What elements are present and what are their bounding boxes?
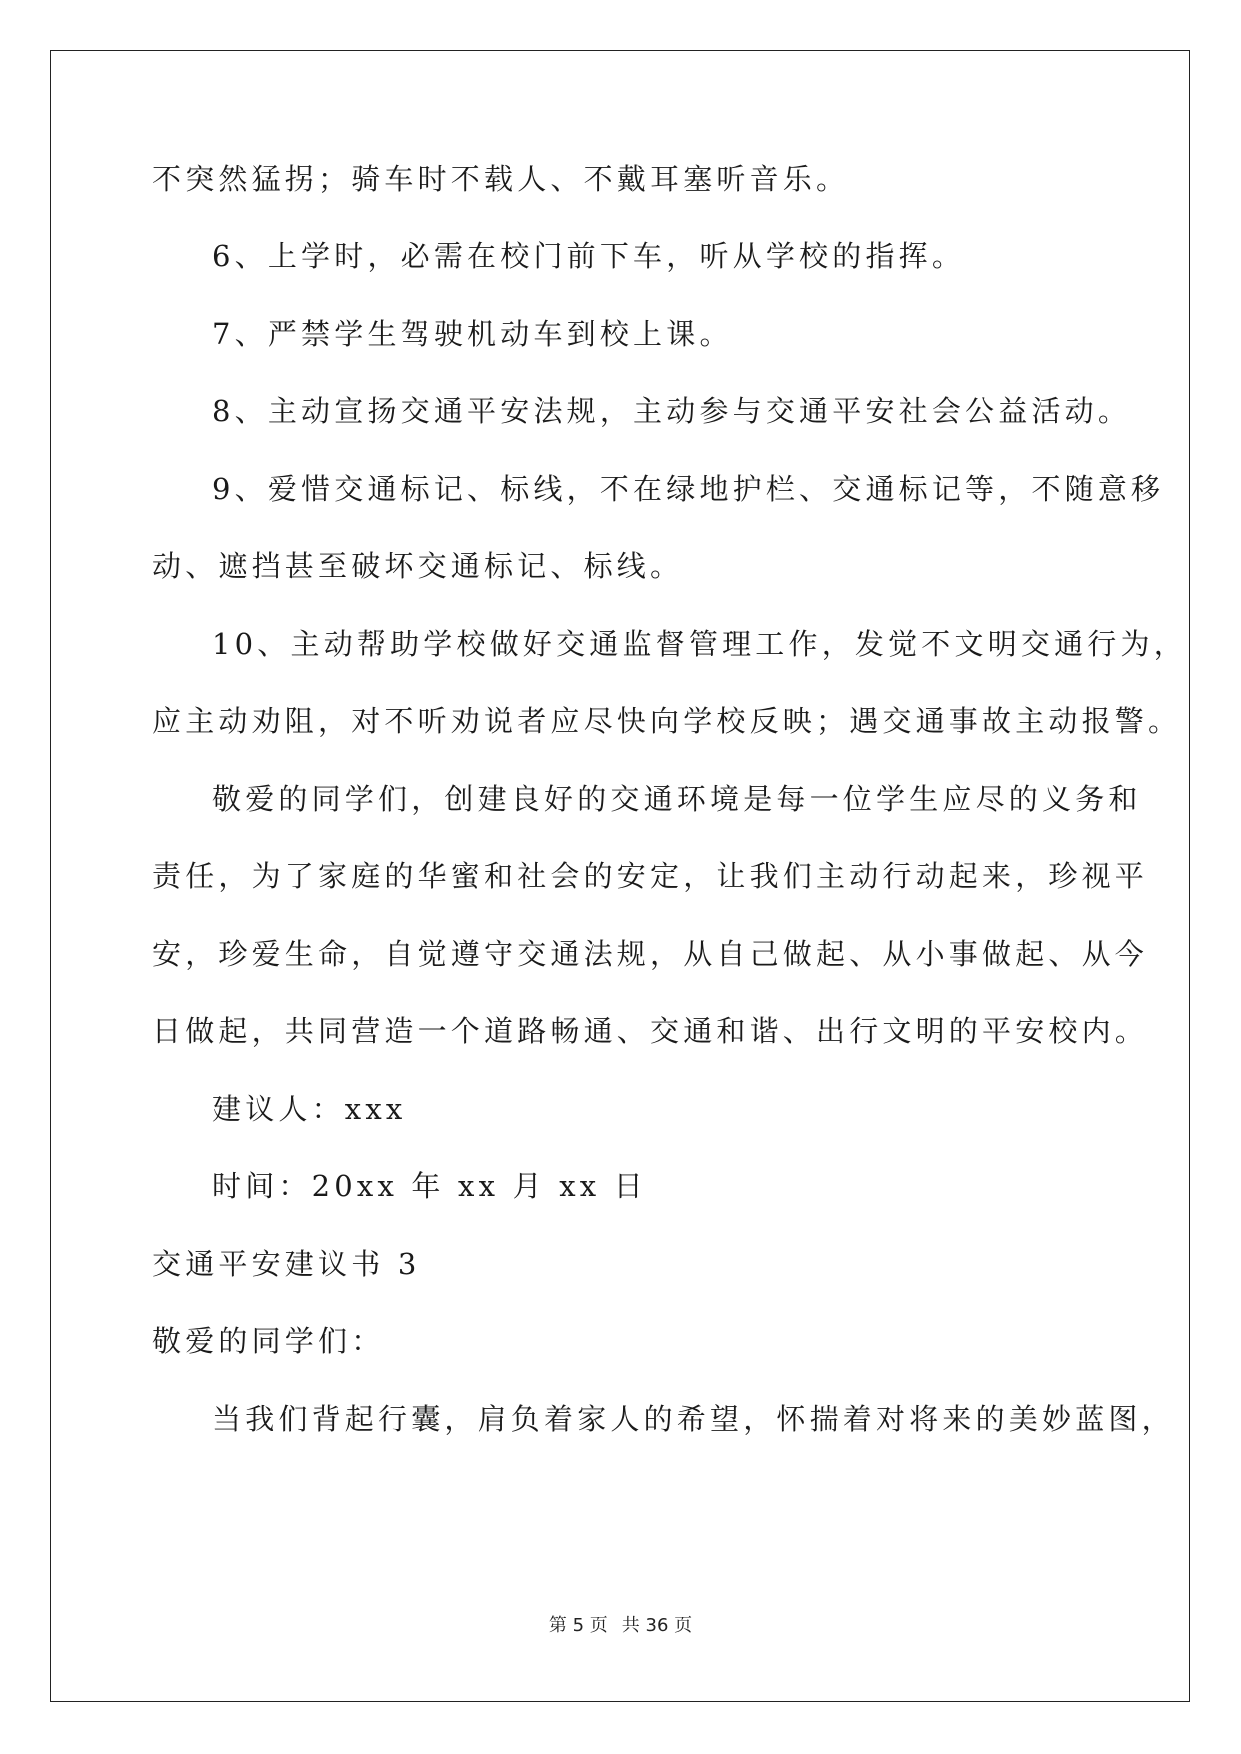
proposer-line: 建议人：xxx [212, 1092, 407, 1126]
page-footer [0, 1614, 1241, 1638]
text-line-continuation: 不突然猛拐；骑车时不载人、不戴耳塞听音乐。 [152, 162, 850, 196]
section-title: 交通平安建议书 3 [152, 1247, 421, 1281]
paragraph-opening-line: 当我们背起行囊，肩负着家人的希望，怀揣着对将来的美妙蓝图， [212, 1402, 1175, 1436]
date-line: 时间：20xx 年 xx 月 xx 日 [212, 1169, 647, 1203]
page-total: 共 36 页 [621, 1615, 693, 1636]
rule-item-7: 7、严禁学生驾驶机动车到校上课。 [212, 317, 733, 351]
rule-item-10: 10、主动帮助学校做好交通监督管理工作，发觉不文明交通行为， [212, 627, 1187, 661]
rule-item-8: 8、主动宣扬交通平安法规，主动参与交通平安社会公益活动。 [212, 394, 1132, 428]
rule-item-10-continued: 应主动劝阻，对不听劝说者应尽快向学校反映；遇交通事故主动报警。 [152, 704, 1182, 738]
rule-item-9: 9、爱惜交通标记、标线，不在绿地护栏、交通标记等，不随意移 [212, 472, 1165, 506]
closing-paragraph-line-2: 责任，为了家庭的华蜜和社会的安定，让我们主动行动起来，珍视平 [152, 859, 1149, 893]
closing-paragraph-line-3: 安，珍爱生命，自觉遵守交通法规，从自己做起、从小事做起、从今 [152, 937, 1149, 971]
rule-item-9-continued: 动、遮挡甚至破坏交通标记、标线。 [152, 549, 684, 583]
rule-item-6: 6、上学时，必需在校门前下车，听从学校的指挥。 [212, 239, 966, 273]
page-number: 第 5 页 [548, 1615, 608, 1636]
closing-paragraph-line-1: 敬爱的同学们，创建良好的交通环境是每一位学生应尽的义务和 [212, 782, 1142, 816]
closing-paragraph-line-4: 日做起，共同营造一个道路畅通、交通和谐、出行文明的平安校内。 [152, 1014, 1149, 1048]
salutation: 敬爱的同学们： [152, 1324, 385, 1358]
